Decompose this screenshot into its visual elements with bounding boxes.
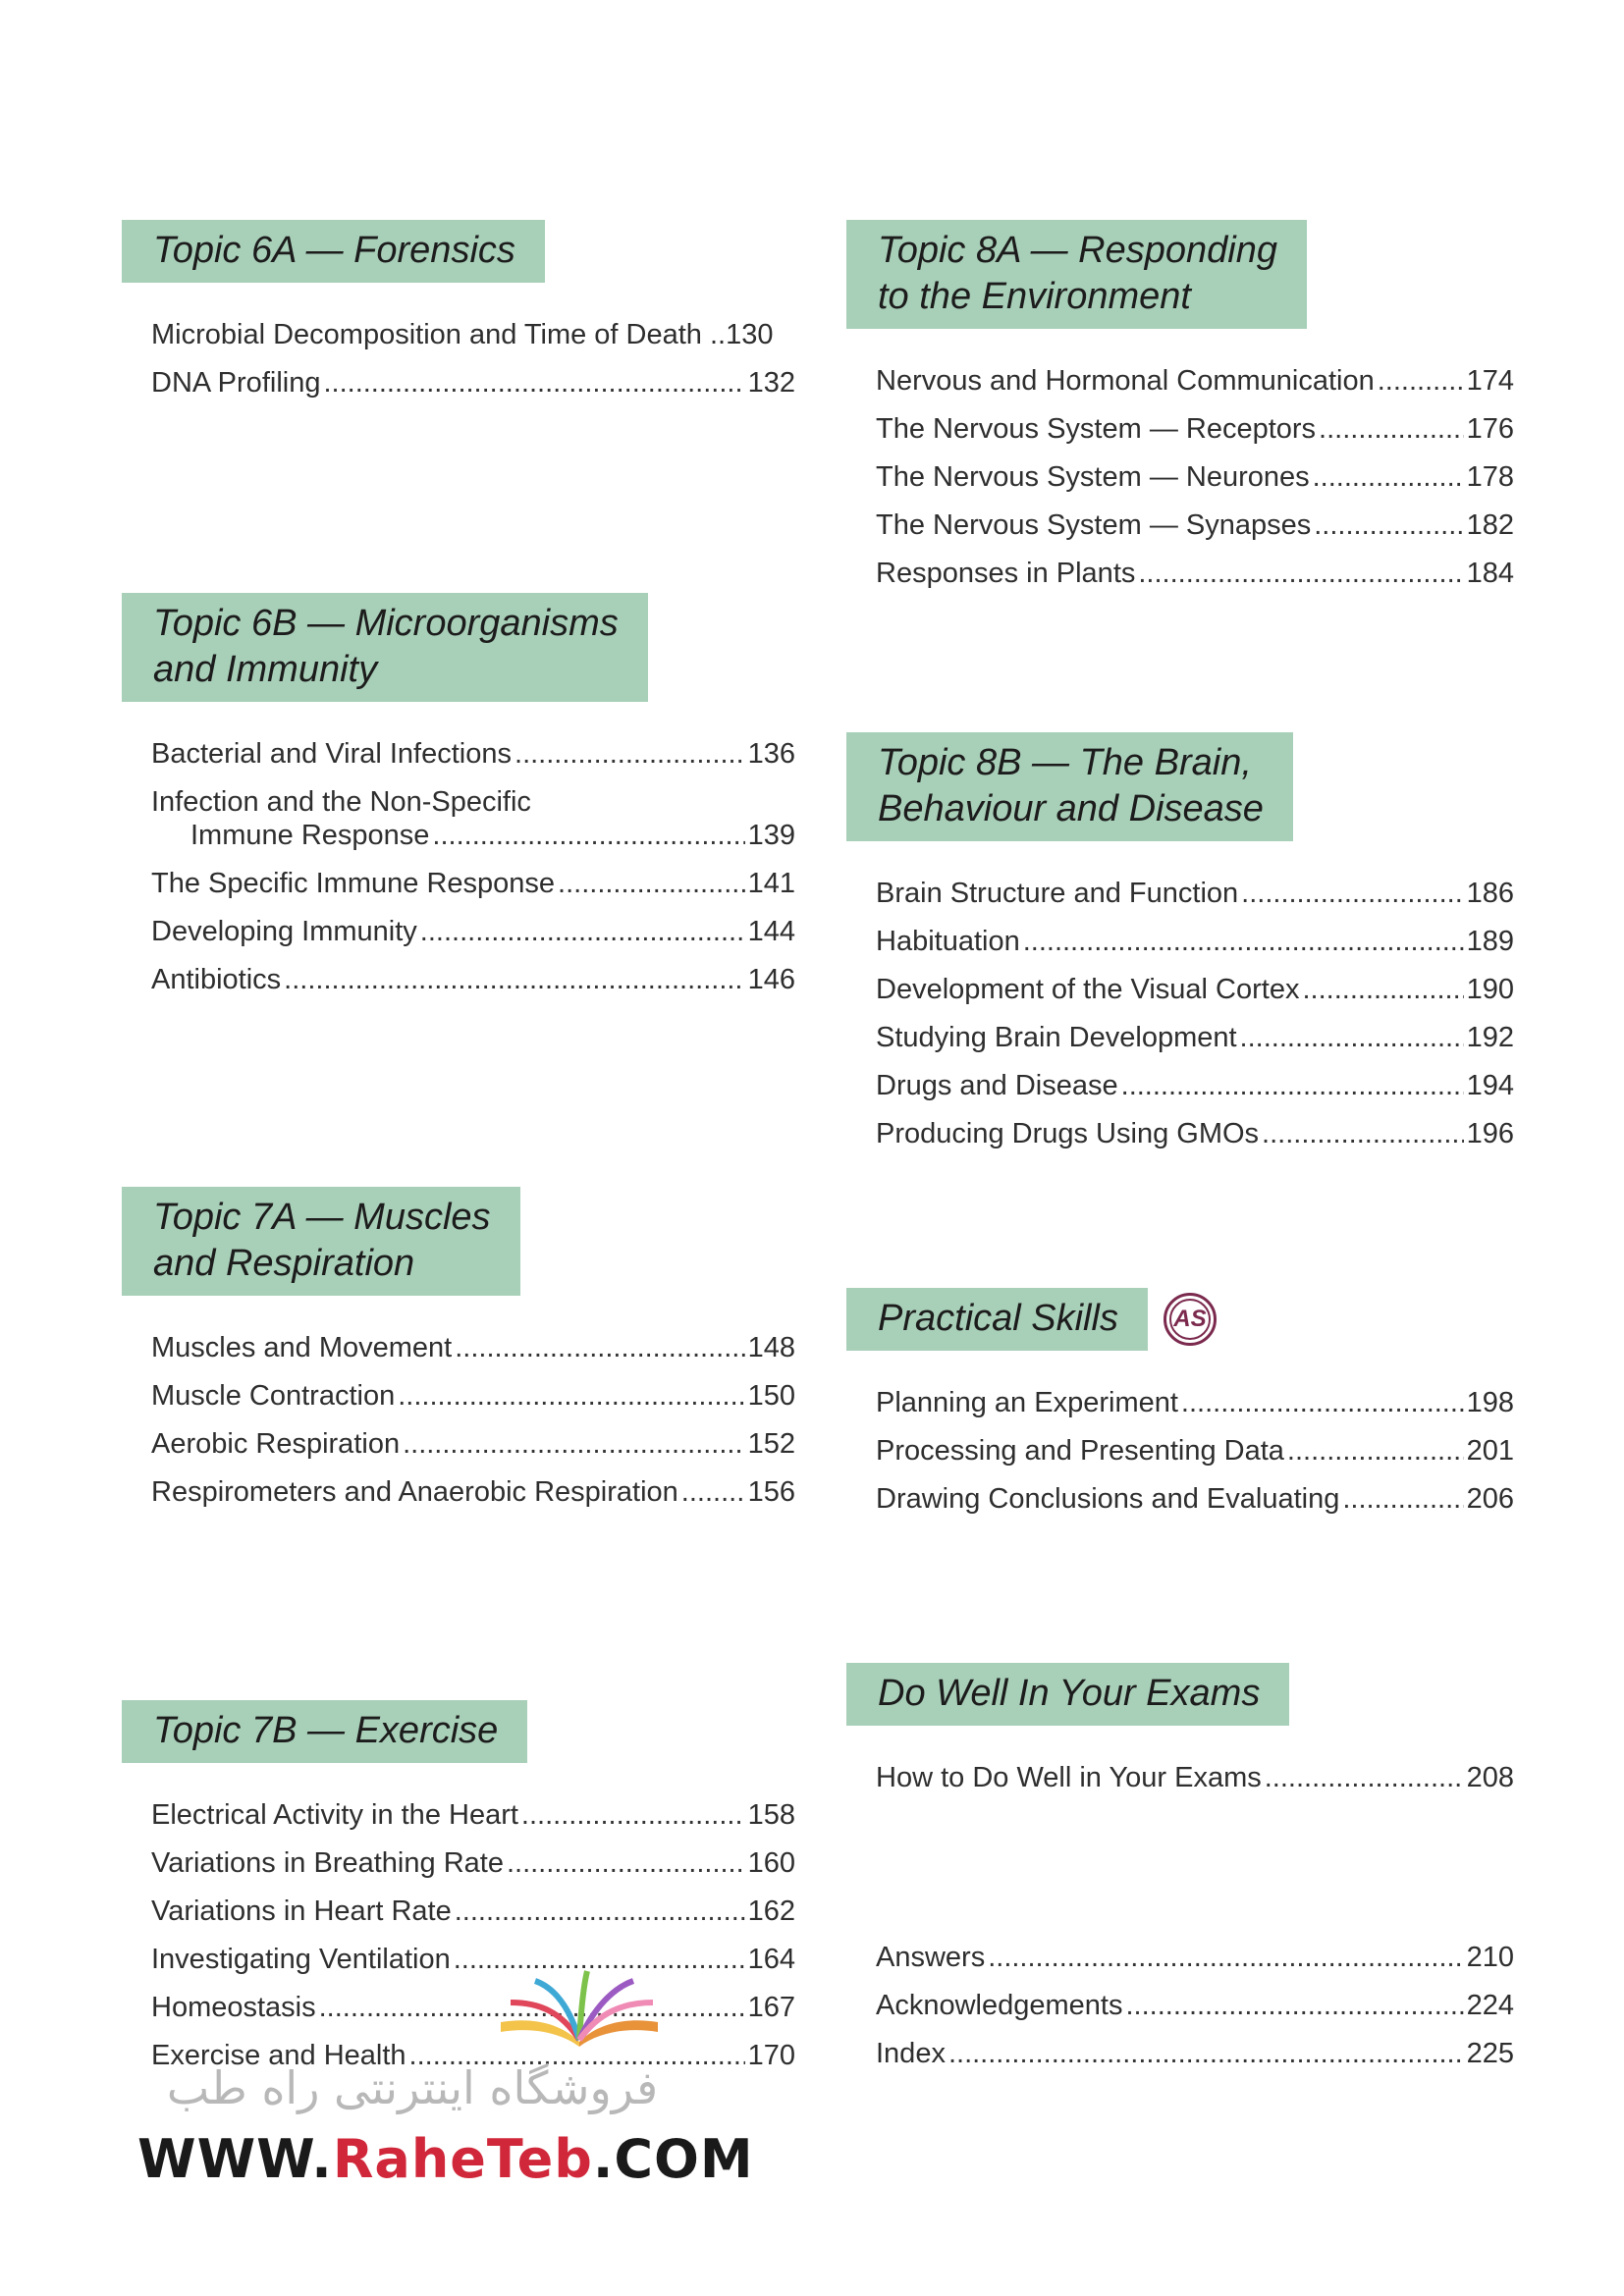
section-heading: Topic 6A — Forensics — [122, 220, 545, 283]
dot-leader — [1313, 460, 1464, 494]
section-practical-skills — [846, 1288, 1514, 1530]
watermark-url-prefix: WWW. — [137, 2128, 333, 2190]
entry-title: Drawing Conclusions and Evaluating — [876, 1483, 1340, 1515]
entry-page: 206 — [1466, 1483, 1514, 1515]
entry-page: 186 — [1466, 878, 1514, 909]
section-heading: Topic 8A — Responding to the Environment — [846, 220, 1307, 329]
entry-page: 194 — [1466, 1070, 1514, 1101]
entry-title: Antibiotics — [151, 964, 282, 995]
book-logo-icon — [491, 1963, 668, 2052]
entry-page: 184 — [1466, 558, 1514, 589]
entry-page: 174 — [1466, 365, 1514, 397]
entry-page: 170 — [747, 2040, 795, 2071]
dot-leader — [420, 915, 745, 948]
entry-title: Aerobic Respiration — [151, 1428, 401, 1460]
toc-entry[interactable] — [876, 364, 1514, 398]
entry-page: 210 — [1466, 1942, 1514, 1973]
section-heading: Topic 7B — Exercise — [122, 1700, 527, 1763]
entry-title: Electrical Activity in the Heart — [151, 1799, 518, 1831]
toc-entry[interactable] — [151, 1427, 795, 1461]
entry-title: Homeostasis — [151, 1992, 316, 2023]
toc-entry[interactable] — [151, 1331, 795, 1364]
toc-entry[interactable] — [151, 1895, 795, 1928]
entry-list — [876, 1941, 1514, 2070]
entry-title: The Specific Immune Response — [151, 868, 556, 899]
dot-leader — [1319, 412, 1464, 446]
entry-page: 176 — [1466, 413, 1514, 445]
watermark-url-brand: RaheTeb — [332, 2128, 593, 2190]
dot-leader — [1287, 1434, 1464, 1468]
dot-leader — [432, 819, 744, 852]
entry-title: Exercise and Health — [151, 2040, 406, 2071]
entry-list — [876, 1386, 1514, 1516]
watermark-url — [137, 2128, 754, 2190]
dot-leader — [1378, 364, 1464, 398]
toc-entry[interactable] — [876, 1434, 1514, 1468]
entry-page: 201 — [1466, 1435, 1514, 1467]
toc-entry[interactable] — [151, 737, 795, 771]
watermark — [137, 1963, 754, 2190]
dot-leader — [507, 1846, 745, 1880]
dot-leader — [558, 867, 745, 900]
entry-page: 178 — [1466, 461, 1514, 493]
entry-list — [151, 318, 795, 400]
entry-page: 152 — [747, 1428, 795, 1460]
entry-title: Respirometers and Anaerobic Respiration — [151, 1476, 678, 1508]
entry-list — [151, 1331, 795, 1509]
toc-entry[interactable] — [876, 1069, 1514, 1102]
entry-page: 130 — [726, 319, 774, 350]
dot-leader — [1314, 508, 1463, 542]
dot-leader — [1342, 1482, 1463, 1516]
entry-page: 198 — [1466, 1387, 1514, 1418]
entry-title: Processing and Presenting Data — [876, 1435, 1284, 1467]
toc-entry[interactable] — [876, 973, 1514, 1006]
entry-page: 182 — [1466, 509, 1514, 541]
toc-entry[interactable] — [876, 1989, 1514, 2022]
entry-title: Drugs and Disease — [876, 1070, 1118, 1101]
entry-title: Variations in Heart Rate — [151, 1896, 452, 1927]
watermark-url-suffix: .COM — [592, 2128, 754, 2190]
entry-title: The Nervous System — Neurones — [876, 461, 1310, 493]
entry-page: 139 — [747, 820, 795, 851]
dot-leader — [398, 1379, 744, 1413]
dot-leader — [1138, 557, 1463, 590]
toc-entry[interactable] — [876, 1941, 1514, 1974]
toc-entry[interactable] — [876, 557, 1514, 590]
as-badge-label: AS — [1169, 1299, 1211, 1340]
entry-page: 141 — [747, 868, 795, 899]
dot-leader — [403, 1427, 745, 1461]
entry-page: 160 — [747, 1847, 795, 1879]
entry-page: 167 — [747, 1992, 795, 2023]
dot-leader — [1121, 1069, 1464, 1102]
dot-leader — [1125, 1989, 1463, 2022]
section-topic-8b — [846, 732, 1514, 1165]
entry-title: Microbial Decomposition and Time of Death .. — [151, 319, 727, 350]
toc-entry[interactable] — [151, 1798, 795, 1832]
toc-entry[interactable] — [876, 1386, 1514, 1419]
toc-entry[interactable] — [151, 785, 795, 852]
toc-entry[interactable] — [876, 1117, 1514, 1150]
entry-title: Infection and the Non-Specific — [151, 786, 531, 818]
entry-title: Planning an Experiment — [876, 1387, 1178, 1418]
entry-title: Developing Immunity — [151, 916, 417, 947]
toc-entry[interactable] — [151, 1379, 795, 1413]
dot-leader — [1262, 1117, 1464, 1150]
entry-title: Brain Structure and Function — [876, 878, 1239, 909]
entry-title: Muscles and Movement — [151, 1332, 453, 1363]
entry-page: 192 — [1466, 1022, 1514, 1053]
toc-entry[interactable] — [151, 366, 795, 400]
entry-page: 224 — [1466, 1990, 1514, 2021]
section-heading: Do Well In Your Exams — [846, 1663, 1289, 1726]
section-heading: Topic 6B — Microorganisms and Immunity — [122, 593, 648, 702]
entry-title: How to Do Well in Your Exams — [876, 1762, 1262, 1793]
entry-title: Habituation — [876, 926, 1020, 957]
watermark-persian-text: فروشگاه اینترنتی راه طب — [166, 2061, 659, 2114]
entry-page: 189 — [1466, 926, 1514, 957]
entry-title: Producing Drugs Using GMOs — [876, 1118, 1260, 1149]
entry-page: 156 — [747, 1476, 795, 1508]
dot-leader — [681, 1475, 745, 1509]
dot-leader — [323, 366, 744, 400]
entry-title: The Nervous System — Synapses — [876, 509, 1312, 541]
dot-leader — [1265, 1761, 1464, 1794]
entry-page: 164 — [747, 1944, 795, 1975]
toc-entry[interactable] — [876, 412, 1514, 446]
toc-entry[interactable] — [151, 867, 795, 900]
toc-entry[interactable] — [876, 1482, 1514, 1516]
entry-page: 208 — [1466, 1762, 1514, 1793]
entry-title: Responses in Plants — [876, 558, 1136, 589]
section-back-matter — [846, 1941, 1514, 2085]
dot-leader — [455, 1331, 744, 1364]
entry-page: 146 — [747, 964, 795, 995]
toc-entry[interactable] — [151, 915, 795, 948]
entry-page: 196 — [1466, 1118, 1514, 1149]
dot-leader — [1241, 877, 1463, 910]
entry-title-continued: Immune Response — [190, 820, 430, 851]
entry-page: 150 — [747, 1380, 795, 1412]
dot-leader — [988, 1941, 1463, 1974]
section-topic-6b — [122, 593, 795, 1011]
section-topic-7a — [122, 1187, 795, 1523]
section-heading: Topic 7A — Muscles and Respiration — [122, 1187, 520, 1296]
entry-page: 158 — [747, 1799, 795, 1831]
toc-entry[interactable] — [876, 2037, 1514, 2070]
section-do-well-in-your-exams — [846, 1663, 1514, 1809]
entry-title: Muscle Contraction — [151, 1380, 396, 1412]
toc-entry[interactable] — [876, 925, 1514, 958]
entry-title: DNA Profiling — [151, 367, 321, 399]
dot-leader — [514, 737, 745, 771]
entry-list — [876, 1761, 1514, 1794]
entry-list — [876, 364, 1514, 590]
entry-page: 144 — [747, 916, 795, 947]
toc-entry[interactable] — [876, 508, 1514, 542]
entry-page: 225 — [1466, 2038, 1514, 2069]
section-heading: Practical Skills — [846, 1288, 1148, 1351]
entry-title: Nervous and Hormonal Communication — [876, 365, 1375, 397]
entry-page: 132 — [747, 367, 795, 399]
section-topic-6a — [122, 220, 795, 414]
entry-list — [876, 877, 1514, 1150]
dot-leader — [1240, 1021, 1464, 1054]
toc-entry[interactable] — [151, 1846, 795, 1880]
toc-entry[interactable] — [876, 1021, 1514, 1054]
entry-page: 148 — [747, 1332, 795, 1363]
entry-title: Studying Brain Development — [876, 1022, 1237, 1053]
toc-entry[interactable] — [876, 877, 1514, 910]
entry-title: Development of the Visual Cortex — [876, 974, 1300, 1005]
dot-leader — [1181, 1386, 1464, 1419]
toc-entry[interactable] — [876, 460, 1514, 494]
entry-title: Variations in Breathing Rate — [151, 1847, 504, 1879]
toc-entry[interactable] — [151, 1475, 795, 1509]
toc-entry[interactable] — [876, 1761, 1514, 1794]
dot-leader — [948, 2037, 1464, 2070]
entry-page: 162 — [747, 1896, 795, 1927]
entry-title: Bacterial and Viral Infections — [151, 738, 513, 770]
dot-leader — [521, 1798, 745, 1832]
toc-entry[interactable] — [151, 963, 795, 996]
dot-leader — [1023, 925, 1464, 958]
dot-leader — [455, 1895, 745, 1928]
entry-title: Index — [876, 2038, 946, 2069]
section-topic-8a — [846, 220, 1514, 605]
section-heading: Topic 8B — The Brain, Behaviour and Disease — [846, 732, 1293, 841]
toc-entry[interactable] — [151, 318, 795, 351]
entry-title: The Nervous System — Receptors — [876, 413, 1317, 445]
entry-page: 136 — [747, 738, 795, 770]
entry-page: 190 — [1466, 974, 1514, 1005]
entry-list — [151, 737, 795, 996]
entry-title: Investigating Ventilation — [151, 1944, 451, 1975]
entry-title: Acknowledgements — [876, 1990, 1123, 2021]
dot-leader — [1302, 973, 1463, 1006]
as-badge-icon — [1164, 1293, 1217, 1346]
dot-leader — [284, 963, 744, 996]
entry-title: Answers — [876, 1942, 986, 1973]
